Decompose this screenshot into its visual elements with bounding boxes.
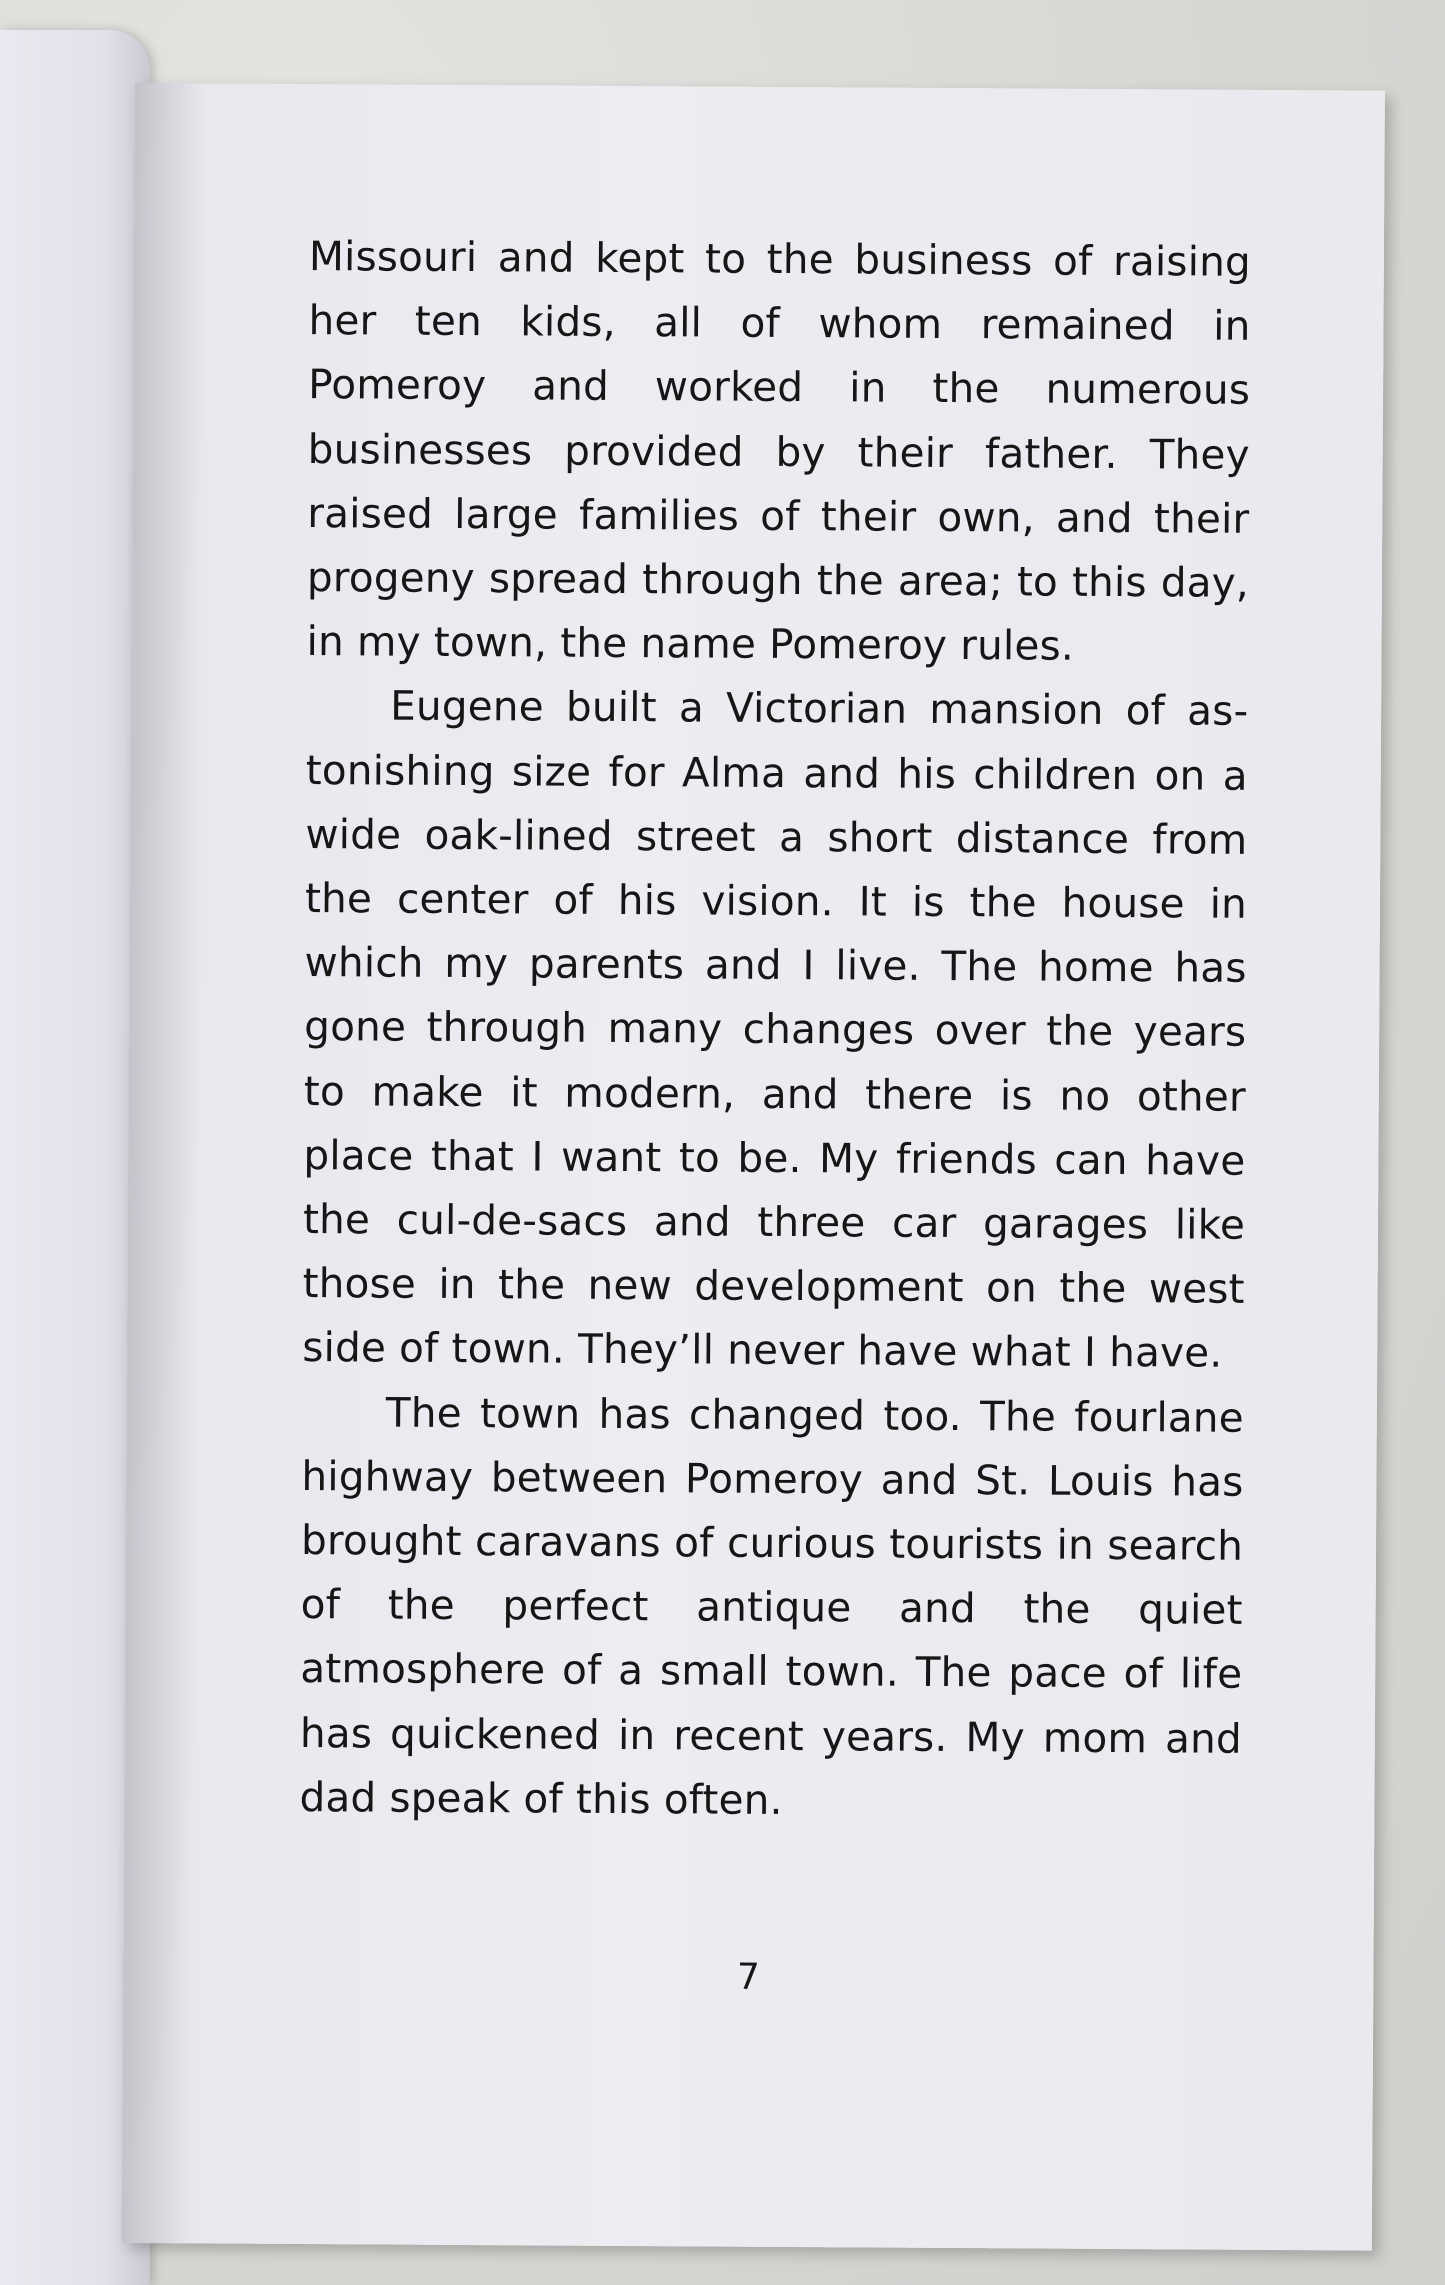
paragraph-1: Missouri and kept to the business of raising her ten kids, all of whom remained in Pomeroy and worked in the numerous businesses provided by their father. They raised large families of their own, and their progeny spread through the area; to this day, in my town, the name Pomeroy rules. [306,232,1252,670]
book-page [122,83,1385,2251]
body-text [299,224,1251,1835]
paragraph-2: Eugene built a Victorian mansion of astonishing size for Alma and his children on a wide oak-lined street a short distance from the center of his vision. It is the house in which my parents and I live. The home has gone through many changes over the years to make it modern, and there is no other place that I want to be. My friends can have the cul-de-sacs and three car garages like those in the new development on the west side of town. They’ll never have what I have. [302,681,1249,1378]
paragraph-3: The town has changed too. The fourlane highway between Pomeroy and St. Louis has brought caravans of curious tourists in search of the perfect antique and the quiet atmosphere of a small town. The pace of life has quickened in recent years. My mom and dad speak of this often. [299,1388,1245,1824]
gutter-shadow [122,83,205,2243]
page-number: 7 [736,1956,761,1998]
